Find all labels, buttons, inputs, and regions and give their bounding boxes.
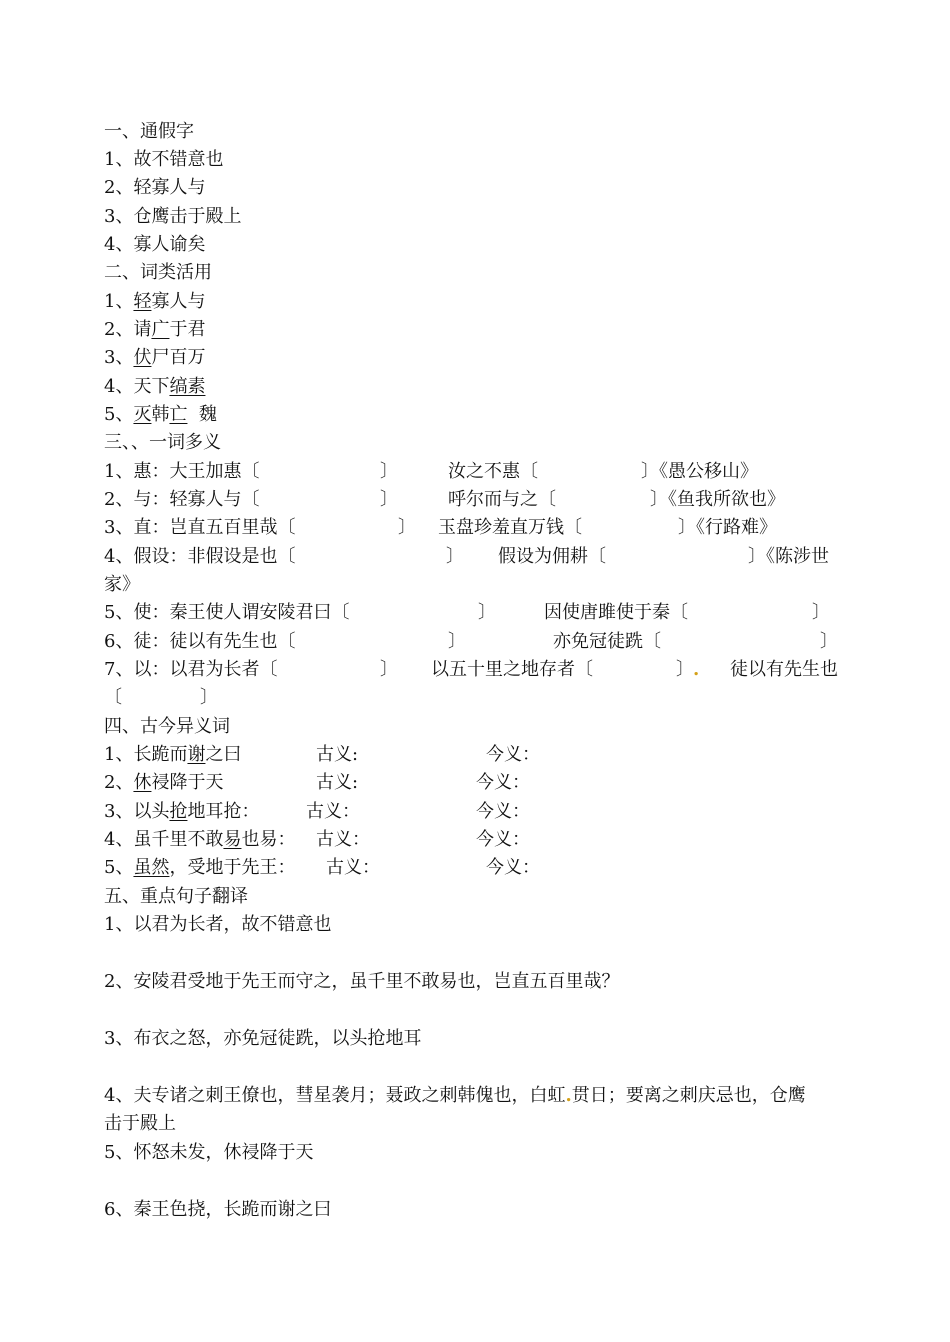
underlined-word: 伏 bbox=[133, 347, 152, 368]
underlined-word: 缟素 bbox=[169, 376, 206, 397]
underlined-word: 谢 bbox=[187, 744, 206, 765]
underlined-word: 灭 bbox=[133, 404, 152, 425]
underlined-word: 休 bbox=[133, 772, 152, 793]
document-page: 一、通假字 1、故不错意也 2、轻寡人与 3、仓鹰击于殿上 4、寡人谕矣 二、词类活用 1、轻寡人与 2、请广于君 3、伏尸百万 4、天下缟素 5、灭韩亡 魏 三、、一词多义 1、惠：大王加惠〔 〕 汝之不惠〔 〕《愚公移山》 2、与：轻寡人与〔 〕 呼尔而与之〔 〕《鱼我所欲也》 3、直：岂直五百里哉〔 〕 玉盘珍羞直万钱〔 〕《行路难》 4、假设：非假设是也〔 〕 假设为佣耕〔 〕《陈涉世 家》 5、使：秦王使人谓安陵君曰〔 〕 因使唐雎使于秦〔 〕 6、徒：徒以有先生也〔 〕 亦免冠徒跣〔 〕 7、以：以君为长者〔 〕 以五十里之地存者〔 〕 . 徒以有先生也 〔 〕 四、古今异义词 1、长跪而谢之曰 古义: 今义： 2、休祲降于天 古义: 今义： 3、以头抢地耳抢： 古义： 今义： 4、虽千里不敢易也易： 古义： 今义： 5、虽然，受地于先王： 古义： 今义： 五、重点句子翻译 1、以君为长者，故不错意也 2、安陵君受地于先王而守之，虽千里不敢易也，岂直五百里哉？ 3、布衣之怒，亦免冠徒跣，以头抢地耳 4、夫专诸之刺王僚也，彗星袭月；聂政之刺韩傀也，白虹.贯日；要离之刺庆忌也，仓鹰 击于殿上 5、怀怒未发，休祲降于天 6、秦王色挠，长跪而谢之曰 bbox=[104, 121, 838, 1220]
decorative-dot: . bbox=[693, 659, 700, 680]
decorative-dot: . bbox=[565, 1085, 572, 1106]
underlined-word: 广 bbox=[151, 319, 170, 340]
underlined-word: 虽然 bbox=[133, 857, 170, 878]
underlined-word: 易 bbox=[223, 829, 242, 850]
underlined-word: 轻 bbox=[133, 291, 152, 312]
underlined-word: 抢 bbox=[169, 801, 188, 822]
underlined-word: 亡 bbox=[169, 404, 188, 425]
